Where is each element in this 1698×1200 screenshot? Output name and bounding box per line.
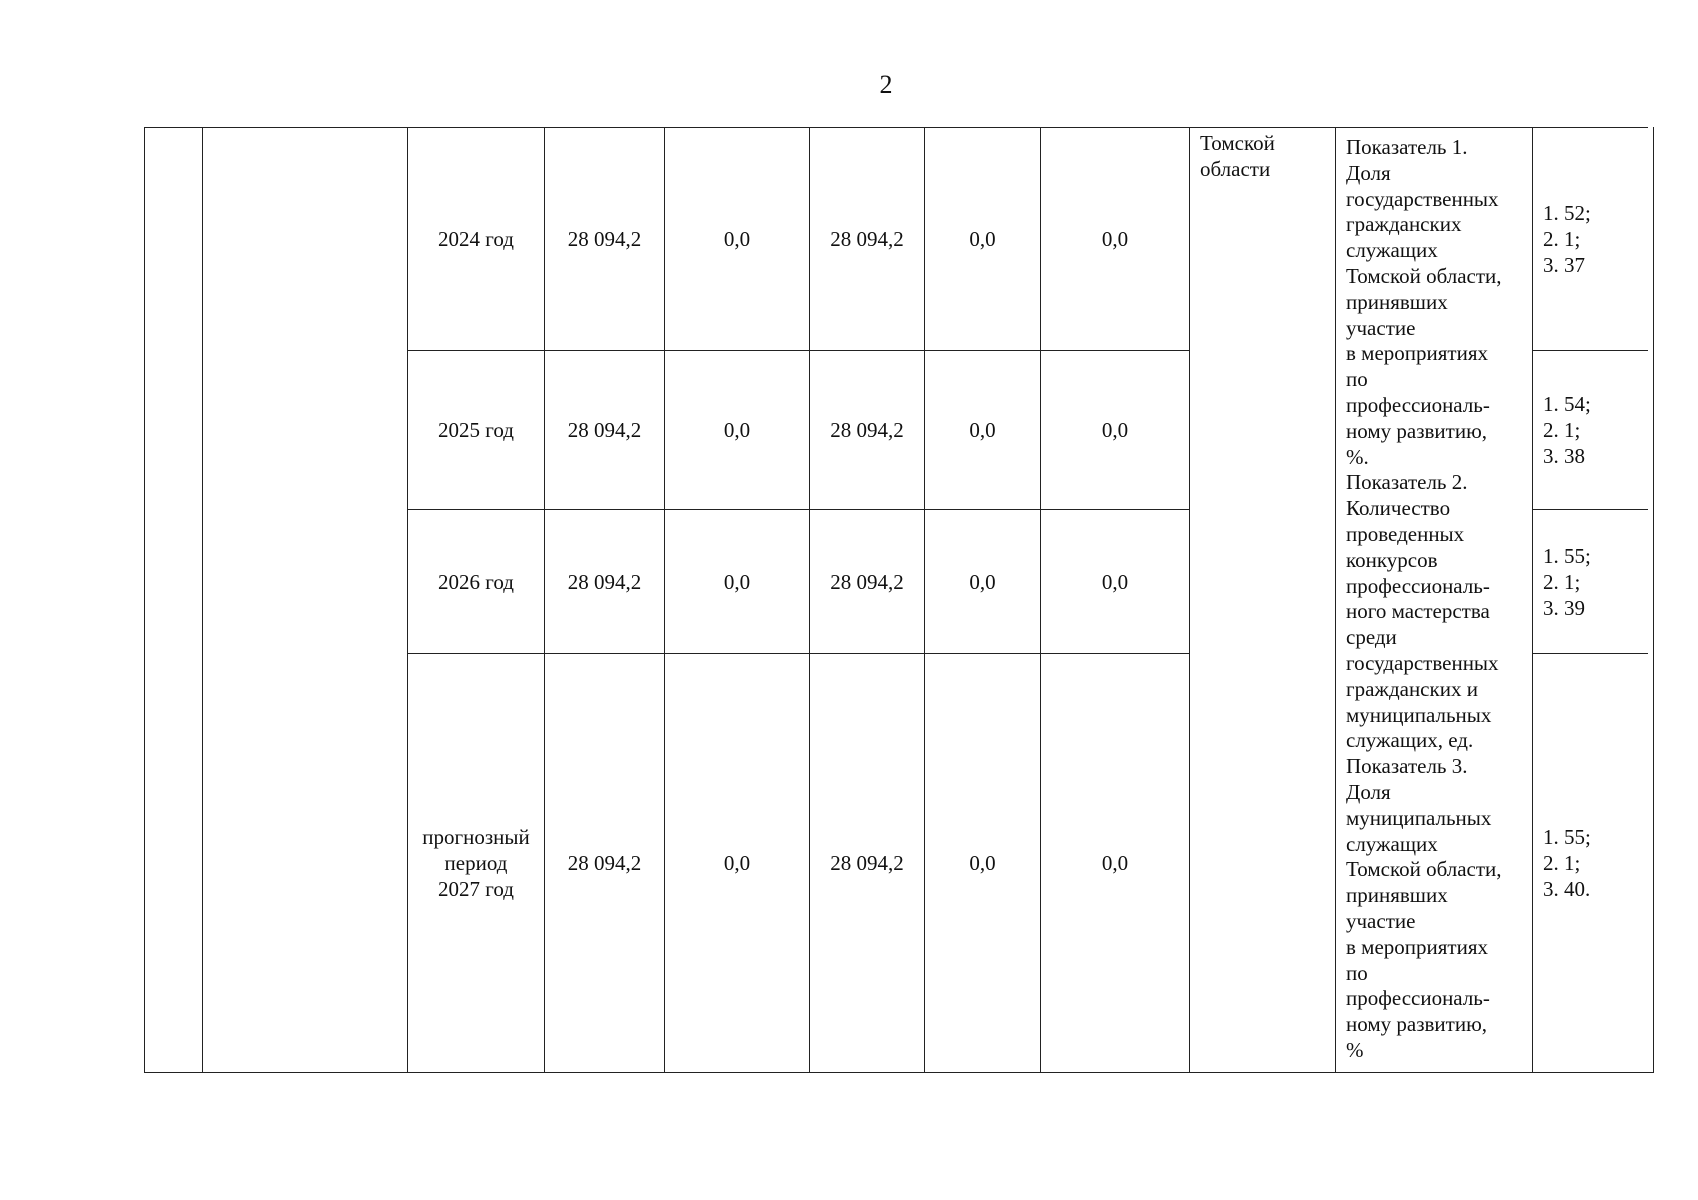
federal-cell: 0,0	[664, 350, 809, 509]
budget-table	[144, 127, 1654, 1073]
period-cell: 2025 год	[407, 350, 544, 509]
total-cell: 28 094,2	[544, 509, 664, 653]
local-cell: 0,0	[924, 127, 1040, 350]
regional-cell: 28 094,2	[809, 509, 924, 653]
target-values-text: 1. 55; 2. 1; 3. 39	[1543, 543, 1591, 620]
target-values-cell	[1532, 509, 1648, 653]
local-cell: 0,0	[924, 653, 1040, 1072]
target-values-text: 1. 55; 2. 1; 3. 40.	[1543, 825, 1591, 901]
target-values-text: 1. 54; 2. 1; 3. 38	[1543, 392, 1591, 468]
period-cell: 2024 год	[407, 127, 544, 350]
period-cell: 2026 год	[407, 509, 544, 653]
other-cell: 0,0	[1040, 127, 1189, 350]
indicators-cell: Показатель 1. Доля государственных гражданских служащих Томской области, принявших участие в мероприятиях по профессиональ- ному развитию, %. Показатель 2. Количество проведенных конкурсов профессиональ- ного мастерства среди государственных гражданских и муниципальных служащих, ед. Показатель 3. Доля муниципальных служащих Томской области, принявших участие в мероприятиях по профессиональ- ному развитию, %	[1335, 127, 1532, 1072]
other-cell: 0,0	[1040, 509, 1189, 653]
target-values-cell	[1532, 127, 1648, 350]
target-values-cell	[1532, 653, 1648, 1072]
period-cell: прогнозный период 2027 год	[407, 653, 544, 1072]
name-cell	[202, 127, 407, 1072]
total-cell: 28 094,2	[544, 653, 664, 1072]
page-number: 2	[879, 70, 893, 99]
other-cell: 0,0	[1040, 350, 1189, 509]
regional-cell: 28 094,2	[809, 653, 924, 1072]
federal-cell: 0,0	[664, 127, 809, 350]
regional-cell: 28 094,2	[809, 127, 924, 350]
regional-cell: 28 094,2	[809, 350, 924, 509]
federal-cell: 0,0	[664, 653, 809, 1072]
total-cell: 28 094,2	[544, 127, 664, 350]
responsible-cell: Томской области	[1189, 127, 1335, 1072]
local-cell: 0,0	[924, 350, 1040, 509]
total-cell: 28 094,2	[544, 350, 664, 509]
local-cell: 0,0	[924, 509, 1040, 653]
target-values-cell	[1532, 350, 1648, 509]
number-cell	[144, 127, 202, 1072]
target-values-text: 1. 52; 2. 1; 3. 37	[1543, 201, 1591, 277]
other-cell: 0,0	[1040, 653, 1189, 1072]
federal-cell: 0,0	[664, 509, 809, 653]
